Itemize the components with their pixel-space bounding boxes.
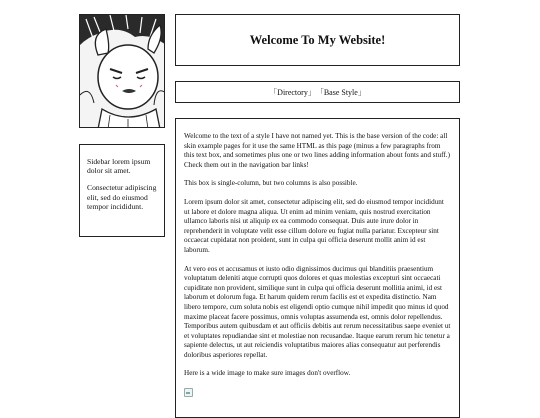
sidebar-paragraph: Consectetur adipiscing elit, sed do eiusmod tempor incididunt. [87, 183, 157, 211]
navigation-bar [175, 81, 460, 103]
main-content [175, 118, 460, 418]
content-paragraph: At vero eos et accusamus et iusto odio dignissimos ducimus qui blanditiis praesentium voluptatum deleniti atque corrupti quos dolores et quas molestias excepturi sint occaecati cupiditate non provident, similique sunt in culpa qui officia deserunt mollitia animi, id est laborum et dolorum fuga. Et harum quidem rerum facilis est et expedita distinctio. Nam libero tempore, cum soluta nobis est eligendi optio cumque nihil impedit quo minus id quod maxime placeat facere possimus, omnis voluptas assumenda est, omnis dolor repellendus. Temporibus autem quibusdam et aut officiis debitis aut rerum necessitatibus saepe eveniet ut et voluptates repudiandae sint et molestiae non recusandae. Itaque earum rerum hic tenetur a sapiente delectus, ut aut reiciendis voluptatibus maiores alias consequatur aut perferendis doloribus asperiores repellat. [184, 264, 451, 359]
manga-character-avatar-icon [80, 15, 165, 128]
nav-link-directory[interactable]: 「Directory」 [269, 87, 316, 97]
content-paragraph: Welcome to the text of a style I have not named yet. This is the base version of the code: all skin example pages for it use the same HTML as this page (minus a few paragraphs from this text box, and sometimes plus one or two lines adding information about fonts and stuff.) Check them out in the navigation bar links! [184, 132, 450, 169]
page-title: Welcome To My Website! [249, 32, 386, 47]
sidebar [79, 144, 165, 237]
avatar [79, 14, 165, 128]
sidebar-paragraph: Sidebar lorem ipsum dolor sit amet. [87, 157, 151, 176]
broken-image-icon [184, 388, 193, 397]
content-paragraph: Here is a wide image to make sure images don't overflow. [184, 369, 351, 378]
nav-link-base-style[interactable]: 「Base Style」 [315, 87, 366, 97]
content-paragraph: Lorem ipsum dolor sit amet, consectetur adipiscing elit, sed do eiusmod tempor incididunt ut labore et dolore magna aliqua. Ut enim ad minim veniam, quis nostrud exercitation ullamco laboris nisi ut aliquip ex ea commodo consequat. Duis aute irure dolor in reprehenderit in voluptate velit esse cillum dolore eu fugiat nulla pariatur. Excepteur sint occaecat cupidatat non proident, sunt in culpa qui officia deserunt mollit anim id est laborum. [184, 197, 444, 254]
header [175, 14, 460, 66]
content-paragraph: This box is single-column, but two columns is also possible. [184, 179, 358, 188]
